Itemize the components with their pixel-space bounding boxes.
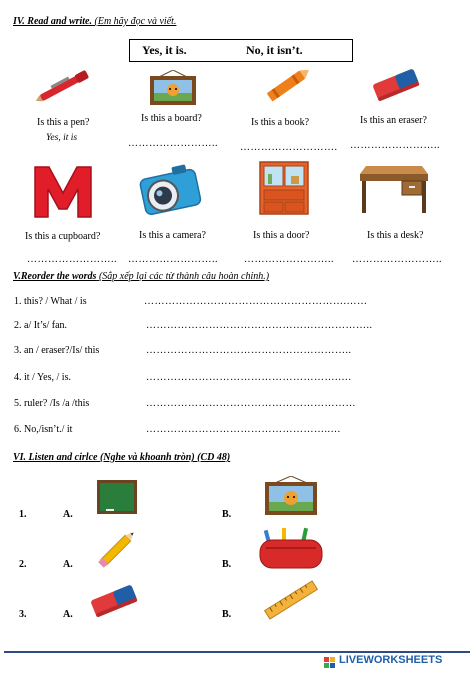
board-icon bbox=[149, 70, 197, 111]
listen-2-option-a-label: A. bbox=[63, 559, 73, 570]
reorder-5-words: 5. ruler? /Is /a /this bbox=[14, 398, 90, 409]
listen-1-option-b-label: B. bbox=[222, 509, 232, 520]
pencil-icon[interactable] bbox=[94, 525, 142, 576]
section-4-heading bbox=[13, 16, 176, 27]
reorder-2-line[interactable]: ……………………………………………………….. bbox=[146, 320, 373, 331]
question-3: Is this a book? bbox=[251, 117, 310, 128]
section-4-subtitle: (Em hãy đọc và viết. bbox=[94, 16, 177, 27]
reorder-4-line[interactable]: ……………………………………………….…. bbox=[146, 372, 352, 383]
listen-2-option-b-label: B. bbox=[222, 559, 232, 570]
question-2: Is this a board? bbox=[141, 113, 202, 124]
answer-3-line[interactable]: ………………………. bbox=[240, 142, 338, 153]
question-1: Is this a pen? bbox=[37, 117, 90, 128]
eraser-icon bbox=[370, 66, 422, 109]
reorder-2-words: 2. a/ It’s/ fan. bbox=[14, 320, 68, 331]
reorder-4-words: 4. it / Yes, / is. bbox=[14, 372, 71, 383]
reorder-6-line[interactable]: ……………………………………………..… bbox=[146, 424, 341, 435]
answer-option-no: No, it isn’t. bbox=[246, 43, 303, 57]
question-7: Is this a door? bbox=[253, 230, 310, 241]
answer-option-yes: Yes, it is. bbox=[142, 43, 187, 57]
section-6-heading: VI. Listen and cirlce (Nghe và khoanh tròn) (CD 48) bbox=[13, 452, 231, 463]
footer-rule bbox=[4, 651, 470, 653]
cupboard-icon bbox=[258, 160, 310, 221]
answer-box bbox=[129, 39, 353, 62]
listen-1-number: 1. bbox=[19, 509, 27, 520]
reorder-1-words: 1. this? / What / is bbox=[14, 296, 87, 307]
liveworksheets-logo-icon bbox=[324, 655, 337, 666]
question-8: Is this a desk? bbox=[367, 230, 424, 241]
answer-8-line[interactable]: …………………….. bbox=[352, 254, 442, 265]
listen-2-number: 2. bbox=[19, 559, 27, 570]
answer-6-line[interactable]: …………………….. bbox=[128, 254, 218, 265]
tiger-picture-icon[interactable] bbox=[263, 476, 319, 521]
pen-icon bbox=[32, 64, 102, 111]
pencil-case-icon[interactable] bbox=[258, 526, 324, 577]
footer-bar bbox=[0, 651, 474, 669]
footer-brand[interactable]: LIVEWORKSHEETS bbox=[339, 654, 443, 666]
listen-1-option-a-label: A. bbox=[63, 509, 73, 520]
letter-m-icon bbox=[32, 163, 94, 224]
answer-1: Yes, it is bbox=[46, 133, 78, 143]
camera-icon bbox=[136, 160, 204, 225]
section-4-title: IV. Read and write. bbox=[13, 16, 92, 27]
answer-2-line[interactable]: …………………….. bbox=[128, 138, 218, 149]
reorder-3-line[interactable]: ………………………………………………….. bbox=[146, 345, 352, 356]
question-5: Is this a cupboard? bbox=[25, 231, 101, 242]
question-4: Is this an eraser? bbox=[360, 115, 427, 126]
section-5-title: V.Reorder the words bbox=[13, 271, 97, 282]
answer-5-line[interactable]: …………………….. bbox=[27, 254, 117, 265]
answer-4-line[interactable]: …………………….. bbox=[350, 140, 440, 151]
question-6: Is this a camera? bbox=[139, 230, 206, 241]
listen-3-option-a-label: A. bbox=[63, 609, 73, 620]
reorder-3-words: 3. an / eraser?/Is/ this bbox=[14, 345, 100, 356]
reorder-5-line[interactable]: …………………………………………………… bbox=[146, 398, 356, 409]
listen-3-option-b-label: B. bbox=[222, 609, 232, 620]
reorder-1-line[interactable]: ………………………………………………….…… bbox=[144, 296, 368, 307]
listen-3-number: 3. bbox=[19, 609, 27, 620]
green-board-icon[interactable] bbox=[96, 479, 138, 520]
desk-icon bbox=[354, 160, 434, 221]
section-5-heading bbox=[13, 271, 269, 282]
section-5-subtitle: (Sắp xếp lại các từ thành câu hoàn chỉnh.) bbox=[98, 271, 270, 282]
ruler-icon[interactable] bbox=[261, 580, 321, 625]
crayon-icon bbox=[258, 66, 314, 111]
answer-7-line[interactable]: …………………….. bbox=[244, 254, 334, 265]
eraser-icon[interactable] bbox=[88, 582, 140, 625]
reorder-6-words: 6. No,/isn’t./ it bbox=[14, 424, 73, 435]
